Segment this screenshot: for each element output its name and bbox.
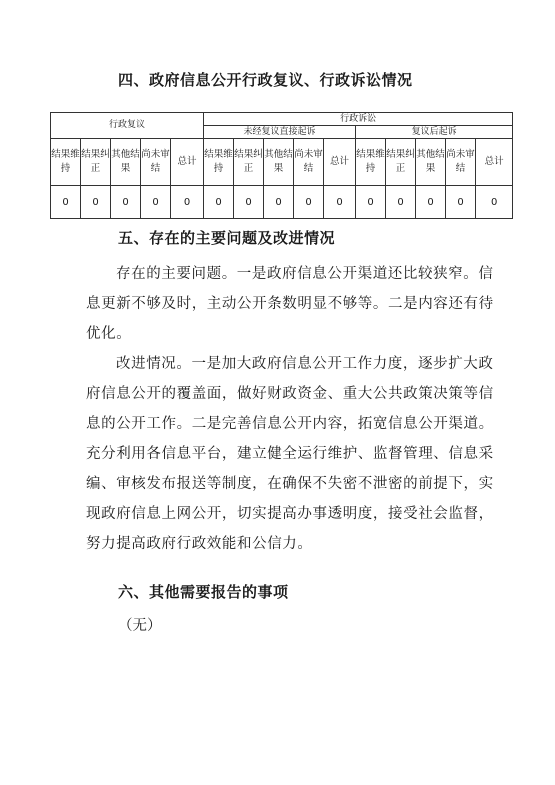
table-cell: 0	[446, 186, 476, 219]
table-cell: 0	[111, 186, 141, 219]
col-header-maintained: 结果维持	[51, 139, 81, 186]
review-litigation-table	[50, 112, 513, 219]
table-cell: 0	[416, 186, 446, 219]
section-heading-problems-improvements: 五、存在的主要问题及改进情况	[118, 229, 336, 247]
table-cell: 0	[51, 186, 81, 219]
section-heading-other-matters: 六、其他需要报告的事项	[118, 583, 289, 601]
table-cell: 0	[204, 186, 234, 219]
col-header-corrected: 结果纠正	[81, 139, 111, 186]
header-direct-suit: 未经复议直接起诉	[204, 126, 356, 139]
col-header-other: 其他结果	[111, 139, 141, 186]
table-cell: 0	[234, 186, 264, 219]
paragraph-problems: 存在的主要问题。一是政府信息公开渠道还比较狭窄。信息更新不够及时，主动公开条数明显不够等。二是内容还有待优化。	[86, 266, 494, 342]
paragraph-other-matters: （无）	[118, 618, 162, 634]
header-admin-litigation: 行政诉讼	[204, 113, 513, 126]
table-cell: 0	[294, 186, 324, 219]
table-cell: 0	[171, 186, 204, 219]
table-cell: 0	[141, 186, 171, 219]
header-admin-review: 行政复议	[51, 113, 204, 139]
header-after-review-suit: 复议后起诉	[356, 126, 513, 139]
col-header-other: 其他结果	[416, 139, 446, 186]
section-heading-admin-review-litigation: 四、政府信息公开行政复议、行政诉讼情况	[118, 71, 413, 89]
col-header-pending: 尚未审结	[446, 139, 476, 186]
col-header-corrected: 结果纠正	[234, 139, 264, 186]
col-header-corrected: 结果纠正	[386, 139, 416, 186]
table-cell: 0	[386, 186, 416, 219]
table-cell: 0	[81, 186, 111, 219]
table-cell: 0	[476, 186, 513, 219]
col-header-other: 其他结果	[264, 139, 294, 186]
col-header-total: 总计	[476, 139, 513, 186]
col-header-pending: 尚未审结	[141, 139, 171, 186]
table-cell: 0	[356, 186, 386, 219]
col-header-maintained: 结果维持	[204, 139, 234, 186]
col-header-total: 总计	[171, 139, 204, 186]
col-header-total: 总计	[324, 139, 356, 186]
table-cell: 0	[324, 186, 356, 219]
table-cell: 0	[264, 186, 294, 219]
col-header-maintained: 结果维持	[356, 139, 386, 186]
paragraph-improvements: 改进情况。一是加大政府信息公开工作力度，逐步扩大政府信息公开的覆盖面，做好财政资金、重大公共政策决策等信息的公开工作。二是完善信息公开内容，拓宽信息公开渠道。充分利用各信息平台，建立健全运行维护、监督管理、信息采编、审核发布报送等制度，在确保不失密不泄密的前提下，实现政府信息上网公开，切实提高办事透明度，接受社会监督，努力提高政府行政效能和公信力。	[86, 356, 494, 552]
col-header-pending: 尚未审结	[294, 139, 324, 186]
